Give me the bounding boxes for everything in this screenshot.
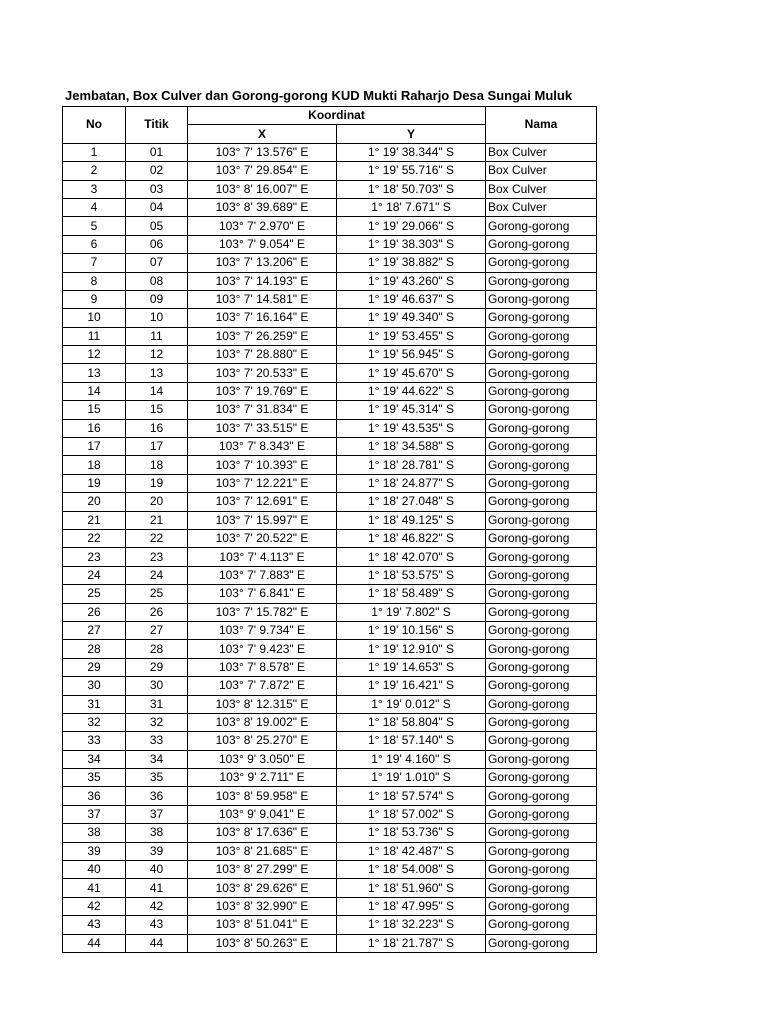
cell-nama: Box Culver xyxy=(486,198,597,216)
cell-no: 14 xyxy=(63,382,126,400)
table-row xyxy=(63,879,597,897)
cell-x: 103° 7' 14.581" E xyxy=(188,290,337,308)
cell-titik: 04 xyxy=(126,198,188,216)
cell-x: 103° 7' 10.393" E xyxy=(188,456,337,474)
cell-no: 40 xyxy=(63,861,126,879)
cell-titik: 25 xyxy=(126,585,188,603)
cell-y: 1° 18' 58.489" S xyxy=(337,585,486,603)
cell-y: 1° 18' 58.804" S xyxy=(337,713,486,731)
cell-nama: Gorong-gorong xyxy=(486,438,597,456)
cell-y: 1° 18' 42.070" S xyxy=(337,548,486,566)
cell-x: 103° 7' 14.193" E xyxy=(188,272,337,290)
cell-titik: 41 xyxy=(126,879,188,897)
cell-titik: 12 xyxy=(126,346,188,364)
cell-y: 1° 19' 38.344" S xyxy=(337,143,486,161)
cell-x: 103° 7' 12.691" E xyxy=(188,493,337,511)
cell-x: 103° 8' 27.299" E xyxy=(188,861,337,879)
cell-x: 103° 7' 28.880" E xyxy=(188,346,337,364)
cell-titik: 03 xyxy=(126,180,188,198)
cell-y: 1° 19' 49.340" S xyxy=(337,309,486,327)
cell-nama: Gorong-gorong xyxy=(486,658,597,676)
cell-nama: Gorong-gorong xyxy=(486,511,597,529)
cell-y: 1° 18' 46.822" S xyxy=(337,529,486,547)
cell-nama: Gorong-gorong xyxy=(486,493,597,511)
cell-nama: Box Culver xyxy=(486,162,597,180)
cell-titik: 39 xyxy=(126,842,188,860)
cell-titik: 23 xyxy=(126,548,188,566)
cell-no: 2 xyxy=(63,162,126,180)
cell-titik: 27 xyxy=(126,621,188,639)
cell-x: 103° 7' 12.221" E xyxy=(188,474,337,492)
cell-nama: Gorong-gorong xyxy=(486,272,597,290)
cell-y: 1° 18' 27.048" S xyxy=(337,493,486,511)
cell-y: 1° 19' 29.066" S xyxy=(337,217,486,235)
table-row xyxy=(63,217,597,235)
cell-titik: 33 xyxy=(126,732,188,750)
cell-no: 6 xyxy=(63,235,126,253)
cell-y: 1° 18' 57.140" S xyxy=(337,732,486,750)
cell-y: 1° 18' 34.588" S xyxy=(337,438,486,456)
cell-x: 103° 7' 4.113" E xyxy=(188,548,337,566)
cell-titik: 30 xyxy=(126,677,188,695)
cell-titik: 34 xyxy=(126,750,188,768)
table-row xyxy=(63,824,597,842)
coordinates-table xyxy=(62,106,597,953)
cell-titik: 35 xyxy=(126,769,188,787)
cell-y: 1° 18' 32.223" S xyxy=(337,916,486,934)
cell-y: 1° 18' 50.703" S xyxy=(337,180,486,198)
table-row xyxy=(63,346,597,364)
cell-y: 1° 18' 21.787" S xyxy=(337,934,486,952)
cell-x: 103° 9' 9.041" E xyxy=(188,805,337,823)
cell-y: 1° 19' 45.670" S xyxy=(337,364,486,382)
cell-x: 103° 7' 9.734" E xyxy=(188,621,337,639)
table-row xyxy=(63,235,597,253)
cell-titik: 10 xyxy=(126,309,188,327)
cell-x: 103° 7' 15.997" E xyxy=(188,511,337,529)
cell-x: 103° 8' 21.685" E xyxy=(188,842,337,860)
cell-no: 26 xyxy=(63,603,126,621)
table-row xyxy=(63,474,597,492)
cell-nama: Gorong-gorong xyxy=(486,897,597,915)
cell-no: 41 xyxy=(63,879,126,897)
table-row xyxy=(63,897,597,915)
table-row xyxy=(63,861,597,879)
cell-no: 16 xyxy=(63,419,126,437)
cell-no: 7 xyxy=(63,254,126,272)
cell-no: 39 xyxy=(63,842,126,860)
cell-no: 5 xyxy=(63,217,126,235)
header-no: No xyxy=(63,107,126,144)
cell-titik: 37 xyxy=(126,805,188,823)
cell-nama: Gorong-gorong xyxy=(486,290,597,308)
cell-no: 1 xyxy=(63,143,126,161)
cell-no: 43 xyxy=(63,916,126,934)
cell-y: 1° 19' 1.010" S xyxy=(337,769,486,787)
cell-y: 1° 19' 10.156" S xyxy=(337,621,486,639)
table-row xyxy=(63,713,597,731)
cell-nama: Gorong-gorong xyxy=(486,861,597,879)
cell-nama: Gorong-gorong xyxy=(486,621,597,639)
cell-nama: Gorong-gorong xyxy=(486,916,597,934)
cell-no: 37 xyxy=(63,805,126,823)
cell-no: 21 xyxy=(63,511,126,529)
table-row xyxy=(63,585,597,603)
cell-titik: 26 xyxy=(126,603,188,621)
cell-no: 19 xyxy=(63,474,126,492)
header-x: X xyxy=(188,125,337,143)
cell-x: 103° 8' 51.041" E xyxy=(188,916,337,934)
table-row xyxy=(63,566,597,584)
cell-titik: 01 xyxy=(126,143,188,161)
cell-no: 23 xyxy=(63,548,126,566)
cell-titik: 42 xyxy=(126,897,188,915)
cell-x: 103° 7' 7.883" E xyxy=(188,566,337,584)
cell-titik: 11 xyxy=(126,327,188,345)
cell-nama: Gorong-gorong xyxy=(486,364,597,382)
cell-nama: Gorong-gorong xyxy=(486,934,597,952)
cell-y: 1° 18' 54.008" S xyxy=(337,861,486,879)
table-row xyxy=(63,529,597,547)
cell-nama: Gorong-gorong xyxy=(486,677,597,695)
cell-x: 103° 7' 16.164" E xyxy=(188,309,337,327)
cell-x: 103° 7' 8.578" E xyxy=(188,658,337,676)
cell-nama: Gorong-gorong xyxy=(486,309,597,327)
cell-nama: Gorong-gorong xyxy=(486,382,597,400)
cell-no: 11 xyxy=(63,327,126,345)
cell-x: 103° 7' 8.343" E xyxy=(188,438,337,456)
cell-titik: 24 xyxy=(126,566,188,584)
table-row xyxy=(63,621,597,639)
cell-y: 1° 19' 55.716" S xyxy=(337,162,486,180)
cell-y: 1° 19' 43.535" S xyxy=(337,419,486,437)
cell-x: 103° 8' 25.270" E xyxy=(188,732,337,750)
cell-no: 18 xyxy=(63,456,126,474)
header-koordinat: Koordinat xyxy=(188,107,486,125)
cell-x: 103° 9' 2.711" E xyxy=(188,769,337,787)
cell-x: 103° 7' 13.576" E xyxy=(188,143,337,161)
cell-titik: 02 xyxy=(126,162,188,180)
cell-x: 103° 7' 19.769" E xyxy=(188,382,337,400)
cell-titik: 15 xyxy=(126,401,188,419)
table-row xyxy=(63,456,597,474)
cell-x: 103° 7' 9.054" E xyxy=(188,235,337,253)
table-row xyxy=(63,438,597,456)
cell-titik: 43 xyxy=(126,916,188,934)
table-row xyxy=(63,382,597,400)
cell-x: 103° 7' 13.206" E xyxy=(188,254,337,272)
cell-x: 103° 7' 29.854" E xyxy=(188,162,337,180)
header-y: Y xyxy=(337,125,486,143)
cell-no: 24 xyxy=(63,566,126,584)
table-body xyxy=(63,143,597,952)
table-row xyxy=(63,787,597,805)
cell-no: 17 xyxy=(63,438,126,456)
table-row xyxy=(63,805,597,823)
table-row xyxy=(63,493,597,511)
cell-nama: Gorong-gorong xyxy=(486,787,597,805)
cell-x: 103° 7' 6.841" E xyxy=(188,585,337,603)
table-row xyxy=(63,842,597,860)
cell-nama: Gorong-gorong xyxy=(486,750,597,768)
cell-no: 13 xyxy=(63,364,126,382)
cell-titik: 36 xyxy=(126,787,188,805)
cell-no: 38 xyxy=(63,824,126,842)
cell-nama: Gorong-gorong xyxy=(486,235,597,253)
cell-y: 1° 18' 57.002" S xyxy=(337,805,486,823)
table-row xyxy=(63,658,597,676)
cell-titik: 28 xyxy=(126,640,188,658)
cell-y: 1° 19' 45.314" S xyxy=(337,401,486,419)
cell-nama: Gorong-gorong xyxy=(486,805,597,823)
cell-no: 35 xyxy=(63,769,126,787)
table-row xyxy=(63,401,597,419)
cell-x: 103° 8' 59.958" E xyxy=(188,787,337,805)
cell-x: 103° 7' 26.259" E xyxy=(188,327,337,345)
cell-x: 103° 8' 29.626" E xyxy=(188,879,337,897)
cell-x: 103° 8' 17.636" E xyxy=(188,824,337,842)
cell-nama: Gorong-gorong xyxy=(486,713,597,731)
cell-x: 103° 7' 20.522" E xyxy=(188,529,337,547)
cell-no: 8 xyxy=(63,272,126,290)
cell-x: 103° 7' 9.423" E xyxy=(188,640,337,658)
cell-no: 27 xyxy=(63,621,126,639)
cell-y: 1° 18' 24.877" S xyxy=(337,474,486,492)
cell-nama: Gorong-gorong xyxy=(486,603,597,621)
cell-nama: Gorong-gorong xyxy=(486,327,597,345)
table-row xyxy=(63,309,597,327)
cell-titik: 19 xyxy=(126,474,188,492)
cell-y: 1° 18' 42.487" S xyxy=(337,842,486,860)
cell-nama: Gorong-gorong xyxy=(486,824,597,842)
cell-titik: 31 xyxy=(126,695,188,713)
cell-no: 44 xyxy=(63,934,126,952)
cell-no: 20 xyxy=(63,493,126,511)
table-row xyxy=(63,548,597,566)
table-row xyxy=(63,640,597,658)
cell-x: 103° 8' 16.007" E xyxy=(188,180,337,198)
cell-no: 31 xyxy=(63,695,126,713)
table-row xyxy=(63,143,597,161)
table-row xyxy=(63,364,597,382)
cell-y: 1° 18' 49.125" S xyxy=(337,511,486,529)
table-row xyxy=(63,695,597,713)
cell-nama: Gorong-gorong xyxy=(486,842,597,860)
cell-no: 28 xyxy=(63,640,126,658)
cell-x: 103° 8' 50.263" E xyxy=(188,934,337,952)
cell-titik: 21 xyxy=(126,511,188,529)
cell-x: 103° 8' 39.689" E xyxy=(188,198,337,216)
cell-no: 25 xyxy=(63,585,126,603)
cell-nama: Gorong-gorong xyxy=(486,769,597,787)
table-row xyxy=(63,934,597,952)
cell-nama: Gorong-gorong xyxy=(486,419,597,437)
table-row xyxy=(63,290,597,308)
cell-no: 30 xyxy=(63,677,126,695)
cell-nama: Gorong-gorong xyxy=(486,474,597,492)
table-row xyxy=(63,162,597,180)
table-row xyxy=(63,327,597,345)
table-row xyxy=(63,254,597,272)
table-row xyxy=(63,603,597,621)
cell-no: 3 xyxy=(63,180,126,198)
cell-x: 103° 7' 31.834" E xyxy=(188,401,337,419)
table-row xyxy=(63,180,597,198)
table-row xyxy=(63,272,597,290)
cell-y: 1° 19' 46.637" S xyxy=(337,290,486,308)
table-row xyxy=(63,198,597,216)
cell-no: 36 xyxy=(63,787,126,805)
table-row xyxy=(63,916,597,934)
cell-titik: 09 xyxy=(126,290,188,308)
cell-x: 103° 8' 12.315" E xyxy=(188,695,337,713)
table-row xyxy=(63,677,597,695)
cell-y: 1° 19' 53.455" S xyxy=(337,327,486,345)
cell-nama: Box Culver xyxy=(486,180,597,198)
cell-nama: Gorong-gorong xyxy=(486,401,597,419)
cell-no: 22 xyxy=(63,529,126,547)
cell-nama: Gorong-gorong xyxy=(486,640,597,658)
cell-titik: 29 xyxy=(126,658,188,676)
cell-titik: 44 xyxy=(126,934,188,952)
cell-x: 103° 8' 32.990" E xyxy=(188,897,337,915)
cell-y: 1° 18' 53.736" S xyxy=(337,824,486,842)
table-row xyxy=(63,511,597,529)
cell-y: 1° 19' 38.882" S xyxy=(337,254,486,272)
cell-y: 1° 19' 16.421" S xyxy=(337,677,486,695)
cell-nama: Gorong-gorong xyxy=(486,254,597,272)
cell-y: 1° 19' 43.260" S xyxy=(337,272,486,290)
cell-titik: 22 xyxy=(126,529,188,547)
cell-nama: Gorong-gorong xyxy=(486,456,597,474)
cell-nama: Gorong-gorong xyxy=(486,566,597,584)
cell-no: 34 xyxy=(63,750,126,768)
cell-titik: 06 xyxy=(126,235,188,253)
cell-x: 103° 7' 20.533" E xyxy=(188,364,337,382)
cell-x: 103° 7' 2.970" E xyxy=(188,217,337,235)
cell-titik: 16 xyxy=(126,419,188,437)
cell-y: 1° 19' 44.622" S xyxy=(337,382,486,400)
cell-y: 1° 19' 38.303" S xyxy=(337,235,486,253)
cell-nama: Gorong-gorong xyxy=(486,732,597,750)
cell-nama: Gorong-gorong xyxy=(486,548,597,566)
header-titik: Titik xyxy=(126,107,188,144)
cell-no: 10 xyxy=(63,309,126,327)
cell-x: 103° 9' 3.050" E xyxy=(188,750,337,768)
cell-nama: Gorong-gorong xyxy=(486,879,597,897)
cell-y: 1° 19' 4.160" S xyxy=(337,750,486,768)
cell-titik: 07 xyxy=(126,254,188,272)
cell-x: 103° 7' 7.872" E xyxy=(188,677,337,695)
cell-nama: Gorong-gorong xyxy=(486,695,597,713)
header-nama: Nama xyxy=(486,107,597,144)
cell-nama: Gorong-gorong xyxy=(486,529,597,547)
cell-y: 1° 18' 47.995" S xyxy=(337,897,486,915)
cell-no: 12 xyxy=(63,346,126,364)
cell-titik: 14 xyxy=(126,382,188,400)
cell-y: 1° 18' 53.575" S xyxy=(337,566,486,584)
cell-titik: 20 xyxy=(126,493,188,511)
cell-y: 1° 18' 57.574" S xyxy=(337,787,486,805)
cell-x: 103° 7' 15.782" E xyxy=(188,603,337,621)
cell-no: 4 xyxy=(63,198,126,216)
cell-no: 33 xyxy=(63,732,126,750)
table-row xyxy=(63,769,597,787)
cell-y: 1° 19' 12.910" S xyxy=(337,640,486,658)
cell-y: 1° 19' 0.012" S xyxy=(337,695,486,713)
cell-titik: 08 xyxy=(126,272,188,290)
cell-y: 1° 19' 14.653" S xyxy=(337,658,486,676)
cell-no: 42 xyxy=(63,897,126,915)
cell-y: 1° 18' 51.960" S xyxy=(337,879,486,897)
cell-titik: 18 xyxy=(126,456,188,474)
cell-titik: 38 xyxy=(126,824,188,842)
cell-no: 29 xyxy=(63,658,126,676)
cell-x: 103° 7' 33.515" E xyxy=(188,419,337,437)
cell-titik: 40 xyxy=(126,861,188,879)
cell-no: 15 xyxy=(63,401,126,419)
cell-titik: 17 xyxy=(126,438,188,456)
cell-y: 1° 19' 56.945" S xyxy=(337,346,486,364)
table-title: Jembatan, Box Culver dan Gorong-gorong KUD Mukti Raharjo Desa Sungai Muluk xyxy=(65,88,573,103)
table-row xyxy=(63,750,597,768)
cell-y: 1° 19' 7.802" S xyxy=(337,603,486,621)
cell-titik: 05 xyxy=(126,217,188,235)
cell-no: 9 xyxy=(63,290,126,308)
cell-nama: Gorong-gorong xyxy=(486,217,597,235)
cell-x: 103° 8' 19.002" E xyxy=(188,713,337,731)
cell-nama: Gorong-gorong xyxy=(486,346,597,364)
cell-nama: Box Culver xyxy=(486,143,597,161)
cell-nama: Gorong-gorong xyxy=(486,585,597,603)
table-row xyxy=(63,732,597,750)
cell-y: 1° 18' 28.781" S xyxy=(337,456,486,474)
table-row xyxy=(63,419,597,437)
cell-y: 1° 18' 7.671" S xyxy=(337,198,486,216)
cell-no: 32 xyxy=(63,713,126,731)
cell-titik: 13 xyxy=(126,364,188,382)
cell-titik: 32 xyxy=(126,713,188,731)
